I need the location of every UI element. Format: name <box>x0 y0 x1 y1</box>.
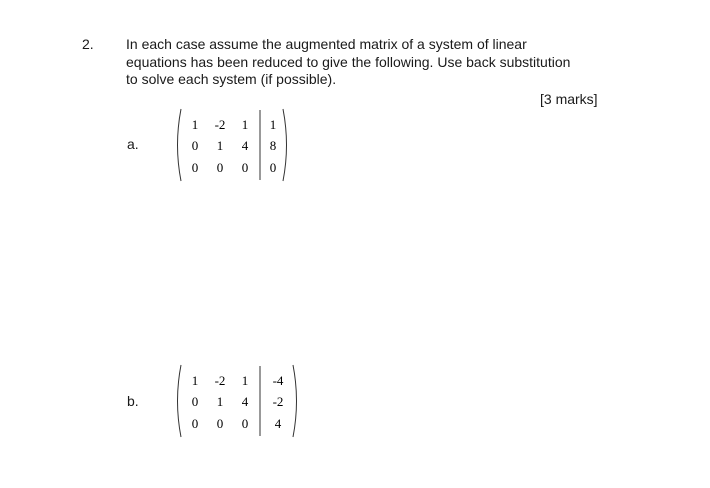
augmented-matrix-b <box>174 362 306 440</box>
cell-b-2-1: 0 <box>191 394 199 409</box>
cell-b-3-2: 0 <box>216 416 224 431</box>
question-number: 2. <box>82 36 94 52</box>
cell-b-3-1: 0 <box>191 416 199 431</box>
part-b-label: b. <box>127 393 139 409</box>
cell-a-1-4: 1 <box>269 117 277 132</box>
cell-b-1-3: 1 <box>241 373 249 388</box>
question-line-2: equations has been reduced to give the following. Use back substitution <box>126 53 571 70</box>
cell-a-1-3: 1 <box>241 117 249 132</box>
cell-b-2-4: -2 <box>272 394 284 409</box>
cell-b-1-4: -4 <box>272 373 284 388</box>
cell-a-2-1: 0 <box>191 138 199 153</box>
cell-a-2-4: 8 <box>269 138 277 153</box>
cell-b-2-3: 4 <box>241 394 249 409</box>
cell-a-3-3: 0 <box>241 160 249 175</box>
question-text <box>126 36 636 89</box>
augmented-matrix-a <box>174 106 296 184</box>
question-line-3: to solve each system (if possible). <box>126 71 337 87</box>
cell-b-1-2: -2 <box>214 373 226 388</box>
cell-a-2-2: 1 <box>216 138 224 153</box>
cell-b-1-1: 1 <box>191 373 199 388</box>
cell-a-1-2: -2 <box>214 117 226 132</box>
right-paren <box>283 109 287 181</box>
left-paren <box>178 365 182 437</box>
cell-a-3-2: 0 <box>216 160 224 175</box>
cell-a-3-1: 0 <box>191 160 199 175</box>
cell-a-2-3: 4 <box>241 138 249 153</box>
cell-b-3-3: 0 <box>241 416 249 431</box>
question-line-1: In each case assume the augmented matrix of a system of linear <box>126 36 527 52</box>
cell-b-2-2: 1 <box>216 394 224 409</box>
marks-label: [3 marks] <box>540 91 598 107</box>
right-paren <box>293 365 297 437</box>
part-a-label: a. <box>127 136 139 152</box>
cell-a-1-1: 1 <box>191 117 199 132</box>
left-paren <box>178 109 182 181</box>
cell-b-3-4: 4 <box>274 416 282 431</box>
cell-a-3-4: 0 <box>269 160 277 175</box>
